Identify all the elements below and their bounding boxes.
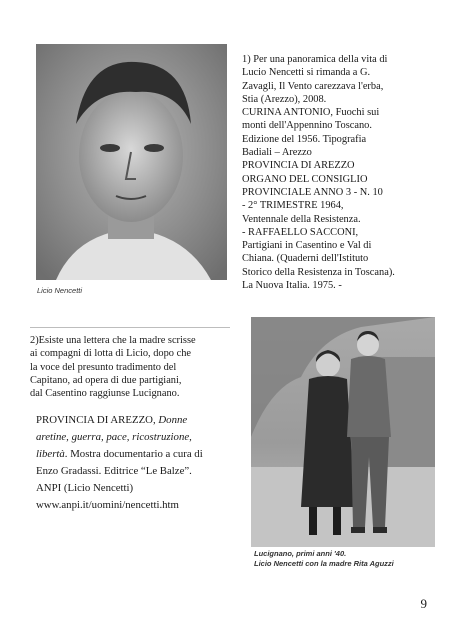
sources-list	[36, 412, 236, 514]
sources-link[interactable]: www.anpi.it/uomini/nencetti.htm	[36, 499, 179, 511]
note2-line: 2)Esiste una lettera che la madre scrisse	[30, 335, 196, 346]
note1-line: Edizione del 1956. Tipografia	[242, 133, 367, 145]
family-photo	[251, 317, 435, 547]
footnote-2-box	[30, 327, 230, 400]
note1-line: - RAFFAELLO SACCONI,	[242, 226, 359, 238]
note1-line: Chiana. (Quaderni dell'Istituto	[242, 253, 369, 265]
note2-line: la voce del presunto tradimento del	[30, 361, 177, 373]
note1-line: Storico della Resistenza in Toscana).	[242, 266, 395, 278]
family-image	[251, 317, 435, 547]
note2-line: Capitano, ad opera di due partigiani,	[30, 374, 182, 386]
note2-line: ai compagni di lotta di Licio, dopo che	[30, 348, 192, 360]
portrait-caption: Licio Nencetti	[37, 286, 83, 295]
note1-line: Lucio Nencetti si rimanda a G.	[242, 67, 371, 79]
footnote-2	[30, 328, 230, 400]
note1-line: Stia (Arezzo), 2008.	[242, 93, 327, 105]
note1-line: ORGANO DEL CONSIGLIO	[242, 173, 368, 185]
note1-line: La Nuova Italia. 1975. -	[242, 280, 342, 292]
note1-line: Partigiani in Casentino e Val di	[242, 240, 372, 252]
page-number: 9	[420, 596, 427, 611]
note1-line: monti dell'Appennino Toscano.	[242, 120, 372, 132]
note1-line: Badiali – Arezzo	[242, 147, 312, 159]
sources-line: aretine, guerra, pace, ricostruzione,	[36, 431, 192, 443]
note2-line: dal Casentino raggiunse Lucignano.	[30, 388, 180, 400]
portrait-image	[36, 44, 227, 280]
family-caption-line: Licio Nencetti con la madre Rita Aguzzi	[254, 559, 394, 568]
sources-line: libertà. Mostra documentario a cura di	[36, 448, 203, 460]
family-caption-line: Lucignano, primi anni '40.	[254, 549, 347, 558]
family-caption	[254, 549, 394, 569]
note1-line: 1) Per una panoramica della vita di	[242, 54, 388, 65]
note1-line: - 2° TRIMESTRE 1964,	[242, 200, 344, 212]
sources-line: Enzo Gradassi. Editrice “Le Balze”.	[36, 465, 192, 477]
note1-line: Zavagli, Il Vento carezzava l'erba,	[242, 80, 384, 92]
footnote-1	[242, 53, 422, 292]
note1-line: CURINA ANTONIO, Fuochi sui	[242, 107, 380, 119]
sources-line: ANPI (Licio Nencetti)	[36, 482, 134, 494]
sources-line: PROVINCIA DI AREZZO, Donne	[36, 414, 188, 426]
note1-line: PROVINCIA DI AREZZO	[242, 160, 355, 172]
portrait-photo	[36, 44, 227, 280]
note1-line: Ventennale della Resistenza.	[242, 213, 361, 225]
note1-line: PROVINCIALE ANNO 3 - N. 10	[242, 186, 383, 198]
